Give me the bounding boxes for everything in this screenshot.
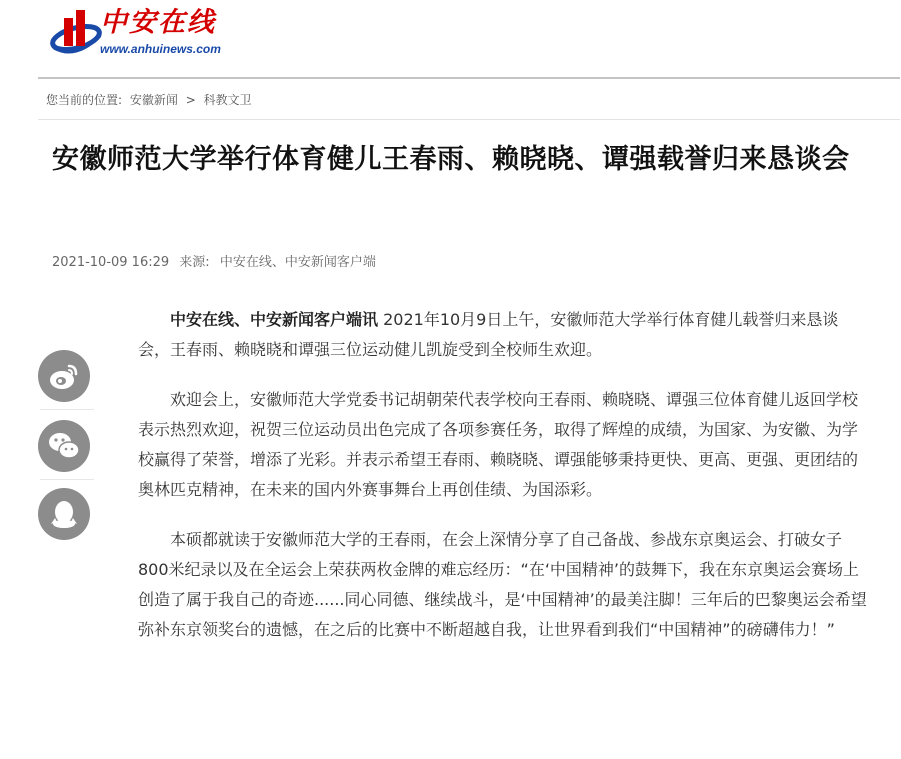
share-qq-button[interactable]: [38, 488, 90, 540]
article-paragraph: 欢迎会上，安徽师范大学党委书记胡朝荣代表学校向王春雨、赖晓晓、谭强三位体育健儿返回学校表示热烈欢迎，祝贺三位运动员出色完成了各项参赛任务，取得了辉煌的成绩，为国家、为安徽、为学校赢得了荣誉，增添了光彩。并表示希望王春雨、赖晓晓、谭强能够秉持更快、更高、更强、更团结的奥林匹克精神，在未来的国内外赛事舞台上再创佳绩、为国添彩。: [138, 390, 859, 499]
article-paragraph: 本硕都就读于安徽师范大学的王春雨，在会上深情分享了自己备战、参战东京奥运会、打破女子800米纪录以及在全运会上荣获两枚金牌的难忘经历：“在‘中国精神’的鼓舞下，我在东京奥运会赛场上创造了属于我自己的奇迹......同心同德、继续战斗，是‘中国精神’的最美注脚！三年后的巴黎奥运会希望弥补东京领奖台的遗憾，在之后的比赛中不断超越自我，让世界看到我们“中国精神”的磅礴伟力！”: [138, 530, 867, 639]
share-divider: [40, 479, 94, 480]
breadcrumb-separator: >: [185, 93, 196, 107]
logo-emblem-icon: [50, 8, 102, 60]
header-divider: [38, 77, 900, 79]
article-lead-text: 2021年10月9日上午，安徽师范大学举行体育健儿载誉归来恳谈会，王春雨、赖晓晓和谭强三位运动健儿凯旋受到全校师生欢迎。: [138, 310, 839, 359]
article-body: [138, 305, 868, 665]
breadcrumb: [46, 92, 256, 108]
article-meta: [52, 254, 382, 272]
wechat-icon: [38, 420, 90, 472]
breadcrumb-prefix: 您当前的位置:: [46, 93, 123, 107]
share-wechat-button[interactable]: [38, 420, 90, 472]
breadcrumb-education-culture[interactable]: 科教文卫: [203, 93, 252, 107]
article-title: 安徽师范大学举行体育健儿王春雨、赖晓晓、谭强载誉归来恳谈会: [52, 144, 850, 175]
share-divider: [40, 409, 94, 410]
breadcrumb-divider: [38, 119, 900, 120]
article-source-label: 来源:: [179, 255, 210, 270]
weibo-icon: [38, 350, 90, 402]
share-weibo-button[interactable]: [38, 350, 90, 402]
article-source: 中安在线、中安新闻客户端: [219, 255, 376, 270]
article-paragraph-lead: [138, 305, 868, 365]
logo-wordmark: 中安在线: [100, 7, 216, 38]
qq-icon: [38, 488, 90, 540]
article-datetime: 2021-10-09 16:29: [52, 255, 170, 270]
breadcrumb-anhui-news[interactable]: 安徽新闻: [129, 93, 178, 107]
logo-url: www.anhuinews.com: [100, 42, 221, 56]
article-lead-bold: 中安在线、中安新闻客户端讯: [170, 310, 379, 329]
